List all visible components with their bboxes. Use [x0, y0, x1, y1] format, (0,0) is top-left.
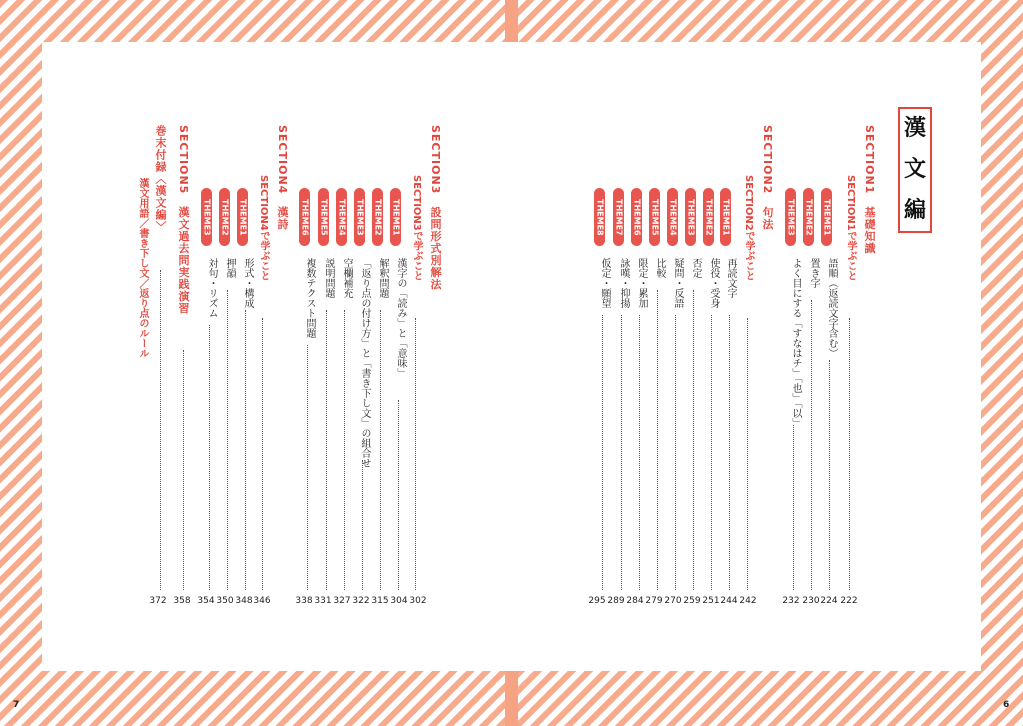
page-number: 327	[333, 596, 351, 606]
toc-entry: 使役・受身	[708, 258, 719, 308]
section1-learn: SECTION1で学ぶこと	[845, 175, 856, 281]
toc-entry: 再読文字	[725, 258, 736, 298]
theme-badge: THEME4	[336, 188, 347, 246]
section2-learn: SECTION2で学ぶこと	[743, 175, 754, 281]
theme-badge: THEME7	[613, 188, 624, 246]
folio-left: 7	[13, 700, 20, 710]
page-number: 302	[409, 596, 427, 606]
theme-badge: THEME5	[649, 188, 660, 246]
page-number: 284	[626, 596, 644, 606]
section3-heading: SECTION3 設問形式別解法	[429, 125, 442, 291]
section3-learn: SECTION3で学ぶこと	[411, 175, 422, 281]
page-number: 322	[352, 596, 370, 606]
theme-badge: THEME2	[219, 188, 230, 246]
page-number: 242	[739, 596, 757, 606]
page-number: 251	[702, 596, 720, 606]
theme-badge: THEME2	[803, 188, 814, 246]
toc-entry: 否定	[690, 258, 701, 278]
page-number: 338	[295, 596, 313, 606]
page-number: 279	[645, 596, 663, 606]
page-number: 346	[253, 596, 271, 606]
theme-badge: THEME3	[354, 188, 365, 246]
page-number: 372	[149, 596, 167, 606]
theme-badge: THEME8	[594, 188, 605, 246]
page-number: 350	[216, 596, 234, 606]
page-number: 331	[314, 596, 332, 606]
page-number: 289	[607, 596, 625, 606]
toc-entry: 語順（返読文字含む）	[826, 258, 837, 358]
page-number: 230	[802, 596, 820, 606]
appendix-heading: 巻末付録〈漢文編〉	[154, 125, 167, 233]
chapter-title-box	[898, 107, 932, 233]
section2-heading: SECTION2 句法	[761, 125, 774, 231]
toc-entry: 詠嘆・抑揚	[618, 258, 629, 308]
theme-badge: THEME3	[685, 188, 696, 246]
toc-entry: 形式・構成	[242, 258, 253, 308]
title-char: 編	[903, 197, 926, 223]
theme-badge: THEME2	[703, 188, 714, 246]
page-number: 295	[588, 596, 606, 606]
toc-entry: 複数テクスト問題	[304, 258, 315, 338]
theme-badge: THEME1	[821, 188, 832, 246]
toc-entry: 説明問題	[323, 258, 334, 298]
theme-badge: THEME3	[201, 188, 212, 246]
theme-badge: THEME1	[237, 188, 248, 246]
toc-entry: 比較	[654, 258, 665, 278]
section5-heading: SECTION5 漢文過去問実践演習	[177, 125, 190, 315]
toc-entry: 置き字	[808, 258, 819, 288]
theme-badge: THEME6	[299, 188, 310, 246]
toc-entry: 疑問・反語	[672, 258, 683, 308]
toc-entry: 漢字の「読み」と「意味」	[395, 258, 406, 378]
appendix-item: 漢文用語／書き下し文／返り点のルール	[137, 178, 148, 358]
page-number: 270	[664, 596, 682, 606]
page-number: 244	[720, 596, 738, 606]
theme-badge: THEME4	[667, 188, 678, 246]
theme-badge: THEME2	[372, 188, 383, 246]
toc-entry: 押韻	[224, 258, 235, 278]
page-number: 358	[173, 596, 191, 606]
toc-entry: 解釈問題	[377, 258, 388, 298]
toc-entry: よく目にする「すなはチ」「也」「以」	[790, 258, 801, 428]
title-char: 文	[903, 156, 926, 182]
folio-right: 6	[1003, 700, 1010, 710]
toc-entry: 「返り点の付け方」と「書き下し文」の組合せ	[359, 258, 370, 468]
page-number: 222	[840, 596, 858, 606]
theme-badge: THEME1	[720, 188, 731, 246]
theme-badge: THEME1	[390, 188, 401, 246]
toc-entry: 限定・累加	[636, 258, 647, 308]
section4-learn: SECTION4で学ぶこと	[258, 175, 269, 281]
theme-badge: THEME6	[631, 188, 642, 246]
page-number: 304	[390, 596, 408, 606]
page-number: 232	[782, 596, 800, 606]
section4-heading: SECTION4 漢詩	[276, 125, 289, 231]
section1-heading: SECTION1 基礎知識	[863, 125, 876, 255]
theme-badge: THEME3	[785, 188, 796, 246]
page-number: 354	[197, 596, 215, 606]
title-char: 漢	[903, 116, 926, 142]
page-number: 259	[683, 596, 701, 606]
page-number: 224	[820, 596, 838, 606]
theme-badge: THEME5	[318, 188, 329, 246]
page-number: 315	[371, 596, 389, 606]
page-number: 348	[235, 596, 253, 606]
toc-entry: 対句・リズム	[206, 258, 217, 318]
toc-entry: 空欄補充	[341, 258, 352, 298]
toc-entry: 仮定・願望	[599, 258, 610, 308]
